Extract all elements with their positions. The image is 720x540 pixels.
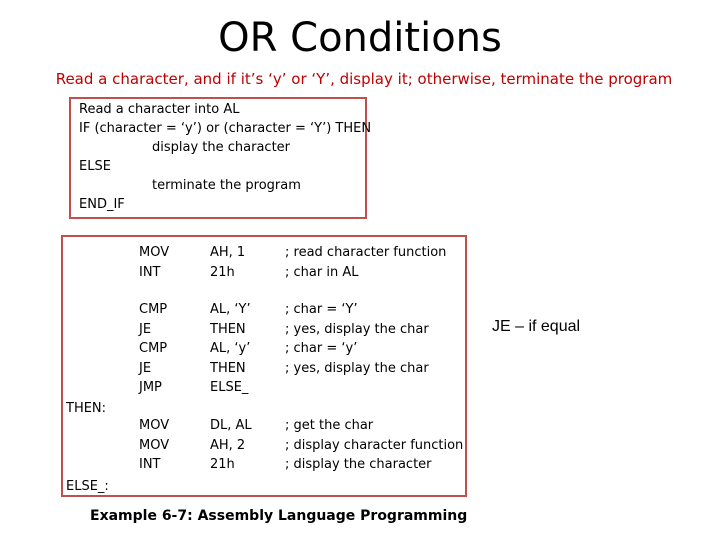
operand-column [210,243,245,282]
opcode: MOV [139,437,170,453]
comment: ; char in AL [285,264,359,280]
comment: ; yes, display the char [285,360,429,376]
operand: AL, ‘Y’ [210,302,251,317]
opcode: CMP [139,302,168,317]
operand-column [210,300,251,398]
opcode: JMP [139,380,162,395]
operand: DL, AL [210,418,252,433]
then-label: THEN: [66,401,107,416]
operand: AL, ‘y’ [210,341,251,356]
opcode-column [139,416,169,475]
pseudocode-line: Read a character into AL [79,102,240,117]
pseudocode-line: END_IF [79,197,125,212]
pseudocode-line: terminate the program [152,178,301,193]
opcode: JE [139,321,152,337]
operand: THEN [210,321,246,337]
operand: AH, 1 [210,245,246,260]
comment: ; get the char [285,418,374,433]
opcode: JE [139,360,152,376]
example-caption: Example 6-7: Assembly Language Programming [90,508,468,524]
operand: ELSE_ [210,380,249,395]
comment: ; char = ‘Y’ [285,302,358,317]
comment: ; char = ‘y’ [285,341,358,356]
opcode: CMP [139,341,168,356]
comment-column [285,300,429,378]
comment: ; yes, display the char [285,321,429,337]
comment-column [285,243,446,282]
pseudocode-line: ELSE [79,159,111,174]
operand: 21h [210,457,235,472]
je-note: JE – if equal [492,318,581,335]
opcode-column [139,243,169,282]
comment: ; read character function [285,245,447,260]
opcode: INT [139,264,161,280]
operand-column [210,416,252,475]
slide-subtitle: Read a character, and if it’s ‘y’ or ‘Y’, display it; otherwise, terminate the program [55,70,673,88]
pseudocode-line: display the character [152,140,291,155]
else-label: ELSE_: [66,479,109,494]
comment-column [285,416,463,475]
opcode: MOV [139,245,170,260]
opcode: INT [139,457,161,472]
opcode-column [139,300,167,398]
comment: ; display character function [285,437,464,453]
opcode: MOV [139,418,170,433]
slide-title: OR Conditions [218,15,502,61]
comment: ; display the character [285,457,432,472]
operand: 21h [210,264,235,280]
operand: AH, 2 [210,437,246,453]
pseudocode-line: IF (character = ‘y’) or (character = ‘Y’) THEN [79,121,372,136]
operand: THEN [210,360,246,376]
